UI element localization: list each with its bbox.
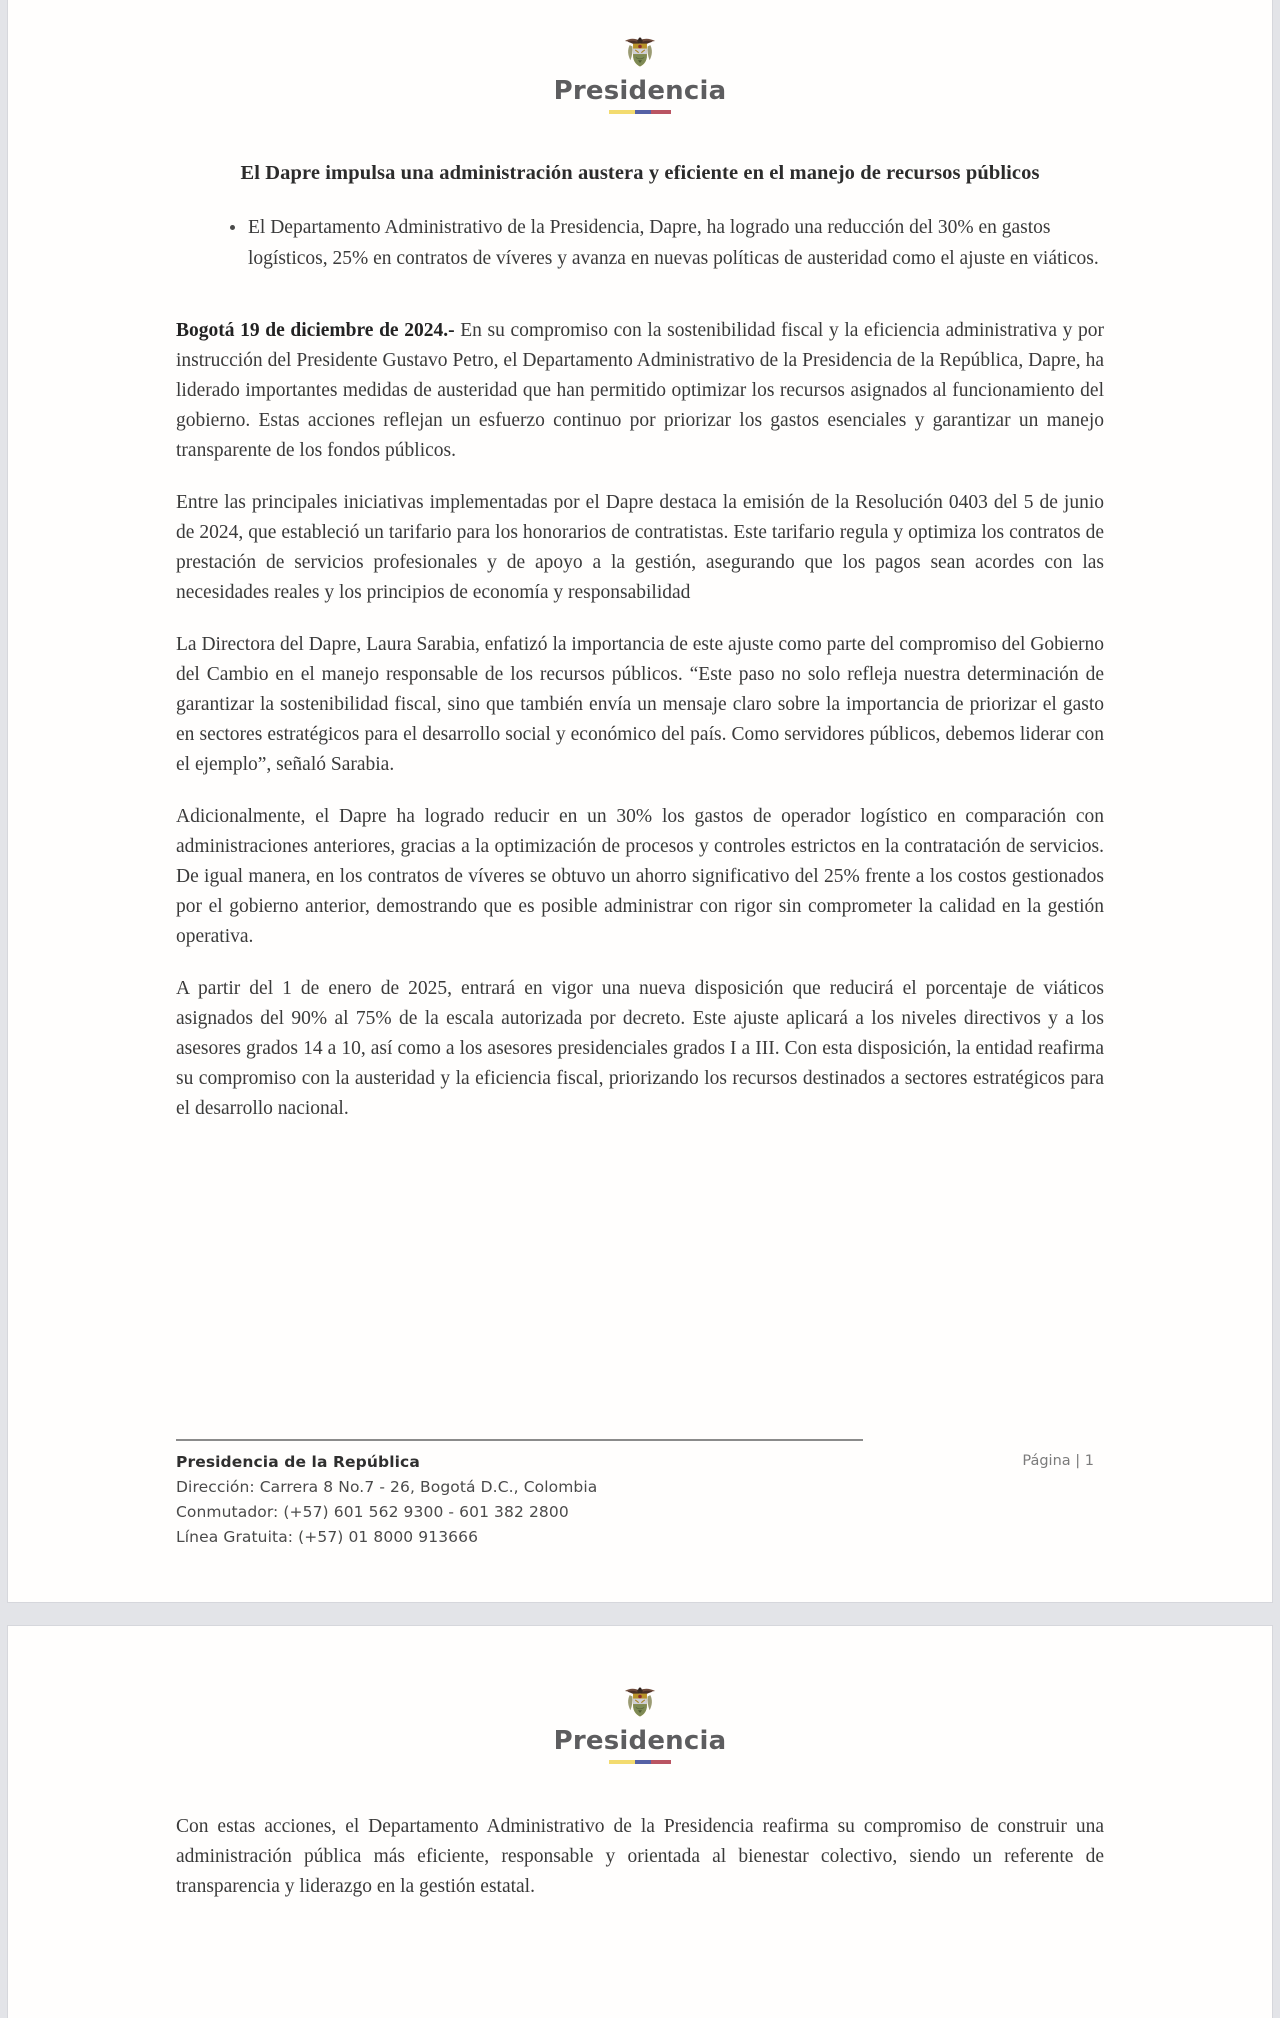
paragraph-2: Entre las principales iniciativas implementadas por el Dapre destaca la emisión de la Resolución 0403 del 5 de junio de 2024, que estableció un tarifario para los honorarios de contratistas. Este tarifario regula y optimiza los contratos de prestación de servicios profesionales y de apoyo a la gestión, asegurando que los pagos sean acordes con las necesidades reales y los principios de economía y responsabilidad [176, 491, 1104, 603]
page-title: El Dapre impulsa una administración austera y eficiente en el manejo de recursos públicos [240, 162, 1040, 185]
footer-organization: Presidencia de la República [176, 1452, 420, 1471]
page-header [176, 0, 1104, 114]
page-separator [0, 1602, 1280, 1626]
paragraph-5: A partir del 1 de enero de 2025, entrará en vigor una nueva disposición que reducirá el porcentaje de viáticos asignados del 90% al 75% de la escala autorizada por decreto. Este ajuste aplicará a los niveles directivos y a los asesores grados 14 a 10, así como a los asesores presidenciales grados I a III. Con esta disposición, la entidad reafirma su compromiso con la austeridad y la eficiencia fiscal, priorizando los recursos destinados a sectores estratégicos para el desarrollo nacional. [176, 978, 1104, 1120]
paragraph-4: Adicionalmente, el Dapre ha logrado reducir en un 30% los gastos de operador logístico en comparación con administraciones anteriores, gracias a la optimización de procesos y controles estrictos en la contratación de servicios. De igual manera, en los contratos de víveres se obtuvo un ahorro significativo del 25% frente a los costos gestionados por el gobierno anterior, demostrando que es posible administrar con rigor sin comprometer la calidad en la gestión operativa. [176, 806, 1104, 948]
footer-contact-block [176, 1450, 597, 1550]
page-footer [176, 1439, 1104, 1550]
paragraph-text: En su compromiso con la sostenibilidad fiscal y la eficiencia administrativa y por instrucción del Presidente Gustavo Petro, el Departamento Administrativo de la Presidencia de la República, Dapre, ha liderado importantes medidas de austeridad que han permitido optimizar los recursos asignados al funcionamiento del gobierno. Estas acciones reflejan un esfuerzo continuo por priorizar los gastos esenciales y garantizar un manejo transparente de los fondos públicos. [176, 319, 1105, 461]
brand-wordmark: Presidencia [553, 76, 727, 106]
brand-wordmark: Presidencia [553, 1726, 727, 1756]
footer-address: Dirección: Carrera 8 No.7 - 26, Bogotá D.C., Colombia [176, 1477, 598, 1496]
brand-flag-rule [609, 1760, 671, 1764]
paragraph-dateline [176, 316, 1104, 466]
footer-switchboard: Conmutador: (+57) 601 562 9300 - 601 382 2800 [176, 1502, 569, 1521]
page-header-2 [176, 1626, 1104, 1764]
page-number: Página | 1 [1022, 1452, 1094, 1469]
paragraph-3: La Directora del Dapre, Laura Sarabia, enfatizó la importancia de este ajuste como parte del compromiso del Gobierno del Cambio en el manejo responsable de los recursos públicos. “Este paso no solo refleja nuestra determinación de garantizar la sostenibilidad fiscal, sino que también envía un mensaje claro sobre la importancia de priorizar el gasto en sectores estratégicos para el desarrollo social y económico del país. Como servidores públicos, debemos liderar con el ejemplo”, señaló Sarabia. [176, 633, 1104, 775]
colombia-coat-of-arms-icon [618, 30, 662, 74]
colombia-coat-of-arms-icon [618, 1680, 662, 1724]
highlight-list [176, 213, 1104, 273]
footer-toll-free: Línea Gratuita: (+57) 01 8000 913666 [176, 1527, 479, 1546]
paragraph-closing: Con estas acciones, el Departamento Administrativo de la Presidencia reafirma su compromiso de construir una administración pública más eficiente, responsable y orientada al bienestar colectivo, siendo un referente de transparencia y liderazgo en la gestión estatal. [176, 1816, 1104, 1898]
document-page-1 [8, 0, 1272, 1602]
document-page-2 [8, 1626, 1272, 2018]
brand-flag-rule [609, 110, 671, 114]
dateline-label: Bogotá 19 de diciembre de 2024.- [176, 319, 455, 341]
list-item: El Departamento Administrativo de la Presidencia, Dapre, ha logrado una reducción del 30% en gastos logísticos, 25% en contratos de víveres y avanza en nuevas políticas de austeridad como el ajuste en viáticos. [230, 213, 1104, 273]
footer-divider [176, 1439, 863, 1441]
